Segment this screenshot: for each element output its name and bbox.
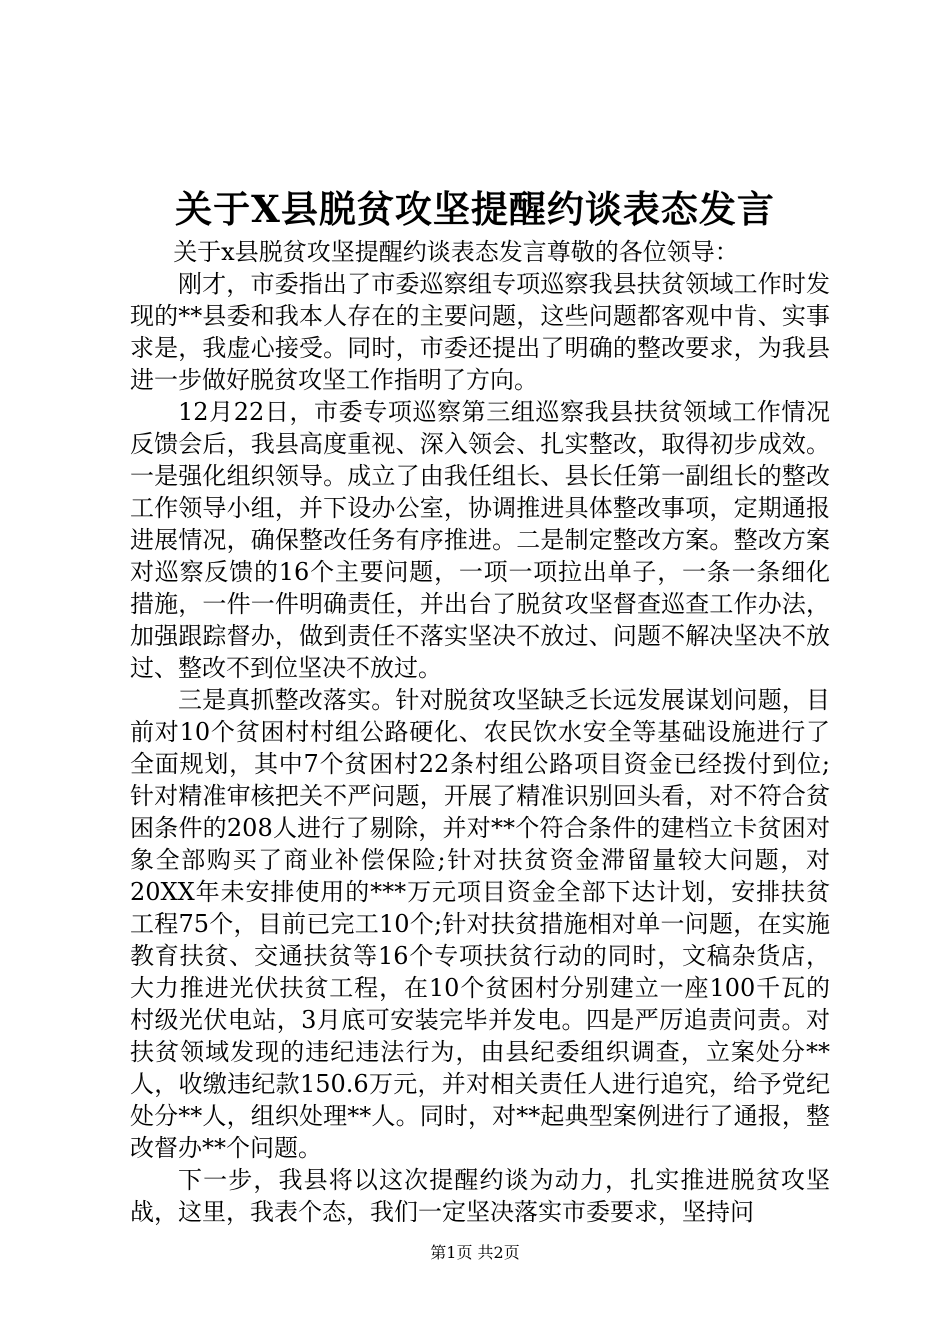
paragraph: 刚才，市委指出了市委巡察组专项巡察我县扶贫领域工作时发现的**县委和我本人存在的主要问题，这些问题都客观中肯、实事求是，我虚心接受。同时，市委还提出了明确的整改要求，为我县进一步做好脱贫攻坚工作指明了方向。 [130, 270, 830, 394]
paragraph: 三是真抓整改落实。针对脱贫攻坚缺乏长远发展谋划问题，目前对10个贫困村村组公路硬化、农民饮水安全等基础设施进行了全面规划，其中7个贫困村22条村组公路项目资金已经拨付到位;针对精准审核把关不严问题，开展了精准识别回头看，对不符合贫困条件的208人进行了剔除，并对**个符合条件的建档立卡贫困对象全部购买了商业补偿保险;针对扶贫资金滞留量较大问题，对20XX年未安排使用的***万元项目资金全部下达计划，安排扶贫工程75个，目前已完工10个;针对扶贫措施相对单一问题，在实施教育扶贫、交通扶贫等16个专项扶贫行动的同时，文稿杂货店，大力推进光伏扶贫工程，在10个贫困村分别建立一座100千瓦的村级光伏电站，3月底可安装完毕并发电。四是严厉追责问责。对扶贫领域发现的违纪违法行为，由县纪委组织调查，立案处分**人，收缴违纪款150.6万元，并对相关责任人进行追究，给予党纪处分**人，组织处理**人。同时，对**起典型案例进行了通报，整改督办**个问题。 [130, 686, 830, 1162]
paragraph-salutation: 关于x县脱贫攻坚提醒约谈表态发言尊敬的各位领导： [173, 238, 739, 266]
paragraph: 下一步，我县将以这次提醒约谈为动力，扎实推进脱贫攻坚战，这里，我表个态，我们一定坚决落实市委要求，坚持问 [130, 1166, 830, 1226]
paragraph: 12月22日，市委专项巡察第三组巡察我县扶贫领域工作情况反馈会后，我县高度重视、深入领会、扎实整改，取得初步成效。一是强化组织领导。成立了由我任组长、县长任第一副组长的整改工作领导小组，并下设办公室，协调推进具体整改事项，定期通报进展情况，确保整改任务有序推进。二是制定整改方案。整改方案对巡察反馈的16个主要问题，一项一项拉出单子，一条一条细化措施，一件一件明确责任，并出台了脱贫攻坚督查巡查工作办法，加强跟踪督办，做到责任不落实坚决不放过、问题不解决坚决不放过、整改不到位坚决不放过。 [130, 398, 830, 682]
document-title: 关于X县脱贫攻坚提醒约谈表态发言 [175, 187, 775, 231]
document-body [130, 236, 830, 1228]
page-footer: 第1页 共2页 [430, 1243, 520, 1262]
